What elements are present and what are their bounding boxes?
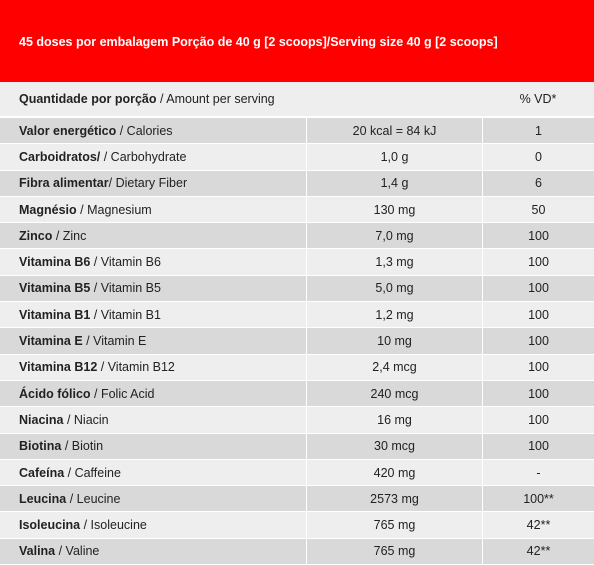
nutrient-name-pt: Vitamina B12: [19, 360, 98, 375]
table-row: [0, 302, 594, 328]
nutrition-table: [0, 82, 594, 565]
nutrient-vd: 100: [482, 223, 594, 248]
nutrient-vd: 42**: [482, 512, 594, 537]
nutrient-name-cell: [0, 486, 306, 511]
nutrient-amount: 2573 mg: [306, 486, 482, 511]
nutrient-vd: 100**: [482, 486, 594, 511]
nutrient-name-cell: [0, 512, 306, 537]
nutrient-name-pt: Ácido fólico: [19, 386, 91, 401]
nutrient-vd: -: [482, 460, 594, 485]
table-row: [0, 460, 594, 486]
nutrient-vd: 50: [482, 197, 594, 222]
nutrient-name-en: / Biotin: [61, 439, 104, 454]
nutrient-amount: 5,0 mg: [306, 276, 482, 301]
nutrient-name-en: / Niacin: [63, 412, 109, 427]
nutrient-name-cell: [0, 276, 306, 301]
nutrient-vd: 100: [482, 328, 594, 353]
nutrient-name-en: / Vitamin B12: [97, 360, 175, 375]
nutrient-name-cell: [0, 460, 306, 485]
table-row: [0, 197, 594, 223]
nutrient-name-cell: [0, 407, 306, 432]
nutrient-name-en: / Isoleucine: [80, 518, 147, 533]
nutrient-name-en: / Calories: [116, 123, 173, 138]
nutrient-name-cell: [0, 355, 306, 380]
nutrient-vd: 100: [482, 434, 594, 459]
nutrient-amount: 1,0 g: [306, 144, 482, 169]
nutrient-name-pt: Isoleucina: [19, 518, 81, 533]
nutrient-name-pt: Valor energético: [19, 123, 117, 138]
table-body: [0, 118, 594, 565]
nutrient-vd: 100: [482, 302, 594, 327]
header-label-pt: Quantidade por porção: [19, 92, 157, 106]
serving-header: [0, 0, 594, 82]
nutrient-name-pt: Magnésio: [19, 202, 77, 217]
nutrient-amount: 240 mcg: [306, 381, 482, 406]
nutrient-name-pt: Carboidratos/: [19, 149, 101, 164]
nutrient-amount: 30 mcg: [306, 434, 482, 459]
table-row: [0, 118, 594, 144]
table-row: [0, 539, 594, 565]
nutrient-amount: 2,4 mcg: [306, 355, 482, 380]
nutrient-name-pt: Zinco: [19, 228, 53, 243]
nutrient-amount: 420 mg: [306, 460, 482, 485]
table-row: [0, 144, 594, 170]
header-vd: % VD*: [519, 92, 557, 106]
nutrient-amount: 765 mg: [306, 512, 482, 537]
nutrient-name-en: / Magnesium: [76, 202, 152, 217]
nutrient-name-pt: Niacina: [19, 412, 64, 427]
nutrient-name-cell: [0, 223, 306, 248]
nutrient-vd: 100: [482, 276, 594, 301]
nutrient-vd: 1: [482, 118, 594, 143]
table-row: [0, 381, 594, 407]
table-row: [0, 249, 594, 275]
nutrient-vd: 42**: [482, 539, 594, 564]
table-row: [0, 355, 594, 381]
nutrient-name-pt: Vitamina B5: [19, 281, 91, 296]
nutrient-amount: 16 mg: [306, 407, 482, 432]
nutrient-vd: 6: [482, 171, 594, 196]
nutrient-vd: 0: [482, 144, 594, 169]
nutrient-name-pt: Cafeína: [19, 465, 65, 480]
nutrient-name-pt: Vitamina E: [19, 334, 83, 349]
nutrient-name-en: / Folic Acid: [90, 386, 155, 401]
nutrient-name-pt: Valina: [19, 544, 56, 559]
nutrient-name-en: / Carbohydrate: [100, 149, 187, 164]
table-row: [0, 434, 594, 460]
nutrient-amount: 1,3 mg: [306, 249, 482, 274]
nutrient-name-cell: [0, 171, 306, 196]
nutrient-name-en: / Caffeine: [64, 465, 121, 480]
nutrient-vd: 100: [482, 355, 594, 380]
nutrient-name-en: / Leucine: [66, 491, 121, 506]
serving-header-title: 45 doses por embalagem Porção de 40 g [2 scoops]/Serving size 40 g [2 scoops]: [19, 35, 498, 49]
nutrient-name-cell: [0, 118, 306, 143]
nutrient-amount: 130 mg: [306, 197, 482, 222]
nutrient-name-en: / Dietary Fiber: [108, 176, 188, 191]
table-row: [0, 171, 594, 197]
table-row: [0, 276, 594, 302]
header-label-en: / Amount per serving: [156, 92, 275, 106]
nutrient-name-pt: Vitamina B6: [19, 255, 91, 270]
table-header-row: [0, 82, 594, 118]
nutrient-name-cell: [0, 197, 306, 222]
header-amount-per-serving: [0, 82, 482, 116]
nutrient-name-en: / Vitamin B6: [90, 255, 161, 270]
nutrient-name-en: / Valine: [55, 544, 100, 559]
nutrient-vd: 100: [482, 407, 594, 432]
table-row: [0, 407, 594, 433]
nutrient-amount: 10 mg: [306, 328, 482, 353]
table-row: [0, 223, 594, 249]
nutrient-name-cell: [0, 434, 306, 459]
table-row: [0, 486, 594, 512]
nutrient-amount: 20 kcal = 84 kJ: [306, 118, 482, 143]
table-row: [0, 512, 594, 538]
nutrient-name-en: / Vitamin B5: [90, 281, 161, 296]
nutrient-name-pt: Leucina: [19, 491, 67, 506]
nutrient-name-en: / Vitamin B1: [90, 307, 161, 322]
nutrient-name-pt: Fibra alimentar: [19, 176, 109, 191]
nutrient-name-en: / Vitamin E: [82, 334, 147, 349]
nutrient-vd: 100: [482, 249, 594, 274]
nutrient-vd: 100: [482, 381, 594, 406]
nutrient-amount: 7,0 mg: [306, 223, 482, 248]
nutrient-amount: 1,2 mg: [306, 302, 482, 327]
nutrient-name-cell: [0, 144, 306, 169]
nutrient-name-pt: Biotina: [19, 439, 62, 454]
table-row: [0, 328, 594, 354]
nutrient-amount: 765 mg: [306, 539, 482, 564]
nutrient-name-cell: [0, 328, 306, 353]
nutrient-name-cell: [0, 381, 306, 406]
nutrient-name-en: / Zinc: [52, 228, 87, 243]
nutrient-name-cell: [0, 539, 306, 564]
nutrient-name-pt: Vitamina B1: [19, 307, 91, 322]
nutrient-amount: 1,4 g: [306, 171, 482, 196]
nutrient-name-cell: [0, 302, 306, 327]
nutrient-name-cell: [0, 249, 306, 274]
